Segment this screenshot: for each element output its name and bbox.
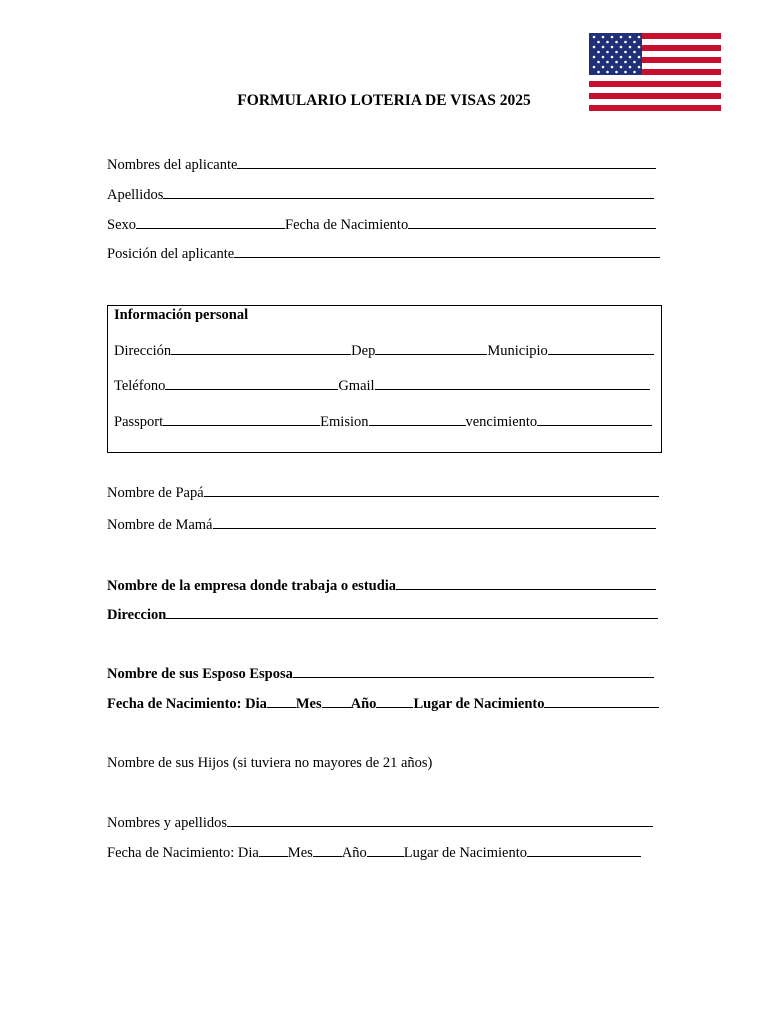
personal-info-box — [107, 305, 662, 453]
municipality-field[interactable] — [548, 354, 654, 355]
expiry-label: vencimiento — [465, 414, 538, 430]
gmail-field[interactable] — [375, 389, 650, 390]
mother-label: Nombre de Mamá — [107, 517, 213, 533]
address-field[interactable] — [171, 354, 351, 355]
spouse-day-label: Fecha de Nacimiento: Dia — [107, 696, 267, 712]
address-label: Dirección — [114, 343, 172, 359]
emission-field[interactable] — [369, 425, 466, 426]
page-title: FORMULARIO LOTERIA DE VISAS 2025 — [237, 92, 531, 109]
applicant-position-row — [107, 246, 660, 263]
child-year-field[interactable] — [367, 856, 404, 857]
child-place-field[interactable] — [527, 856, 641, 857]
applicant-position-label: Posición del aplicante — [107, 246, 235, 262]
spouse-field[interactable] — [293, 677, 654, 678]
phone-field[interactable] — [165, 389, 338, 390]
applicant-surnames-label: Apellidos — [107, 187, 164, 203]
spouse-year-field[interactable] — [376, 707, 413, 708]
spouse-month-label: Mes — [295, 696, 322, 712]
applicant-sex-field[interactable] — [136, 228, 285, 229]
company-label: Nombre de la empresa donde trabaja o estudia — [107, 578, 397, 594]
child-day-field[interactable] — [259, 856, 288, 857]
spouse-year-label: Año — [350, 696, 377, 712]
passport-field[interactable] — [163, 425, 320, 426]
spouse-place-label: Lugar de Nacimiento — [413, 696, 545, 712]
emission-label: Emision — [320, 414, 369, 430]
spouse-label: Nombre de sus Esposo Esposa — [107, 666, 293, 682]
applicant-surnames-row — [107, 187, 654, 204]
child-month-field[interactable] — [313, 856, 342, 857]
applicant-birth-field[interactable] — [408, 228, 656, 229]
children-heading: Nombre de sus Hijos (si tuviera no mayores de 21 años) — [107, 755, 433, 771]
work-address-field[interactable] — [166, 618, 658, 619]
applicant-birth-label: Fecha de Nacimiento — [285, 217, 409, 233]
dep-field[interactable] — [375, 354, 487, 355]
father-row — [107, 485, 659, 502]
applicant-sex-birth-row — [107, 217, 656, 234]
child-day-label: Fecha de Nacimiento: Dia — [107, 845, 259, 861]
mother-row — [107, 517, 656, 534]
spouse-row — [107, 666, 654, 683]
child-place-label: Lugar de Nacimiento — [403, 845, 527, 861]
father-label: Nombre de Papá — [107, 485, 204, 501]
expiry-field[interactable] — [537, 425, 652, 426]
municipality-label: Municipio — [487, 343, 548, 359]
spouse-birth-row — [107, 696, 659, 713]
applicant-names-label: Nombres del aplicante — [107, 157, 238, 173]
address-row — [114, 343, 654, 360]
spouse-place-field[interactable] — [544, 707, 659, 708]
personal-info-title: Información personal — [114, 307, 249, 323]
applicant-position-field[interactable] — [234, 257, 660, 258]
dep-label: Dep — [351, 343, 376, 359]
child-names-label: Nombres y apellidos — [107, 815, 228, 831]
phone-label: Teléfono — [114, 378, 166, 394]
company-field[interactable] — [396, 589, 656, 590]
gmail-label: Gmail — [338, 378, 375, 394]
child-birth-row — [107, 845, 641, 862]
passport-label: Passport — [114, 414, 164, 430]
work-address-row — [107, 607, 658, 624]
applicant-surnames-field[interactable] — [163, 198, 654, 199]
phone-row — [114, 378, 650, 395]
child-month-label: Mes — [287, 845, 313, 861]
applicant-names-row — [107, 157, 656, 174]
child-names-field[interactable] — [227, 826, 653, 827]
child-names-row — [107, 815, 653, 832]
mother-field[interactable] — [213, 528, 657, 529]
father-field[interactable] — [204, 496, 659, 497]
spouse-month-field[interactable] — [322, 707, 351, 708]
work-address-label: Direccion — [107, 607, 167, 623]
passport-row — [114, 414, 652, 431]
company-row — [107, 578, 656, 595]
child-year-label: Año — [341, 845, 367, 861]
applicant-sex-label: Sexo — [107, 217, 136, 233]
spouse-day-field[interactable] — [267, 707, 296, 708]
applicant-names-field[interactable] — [237, 168, 656, 169]
